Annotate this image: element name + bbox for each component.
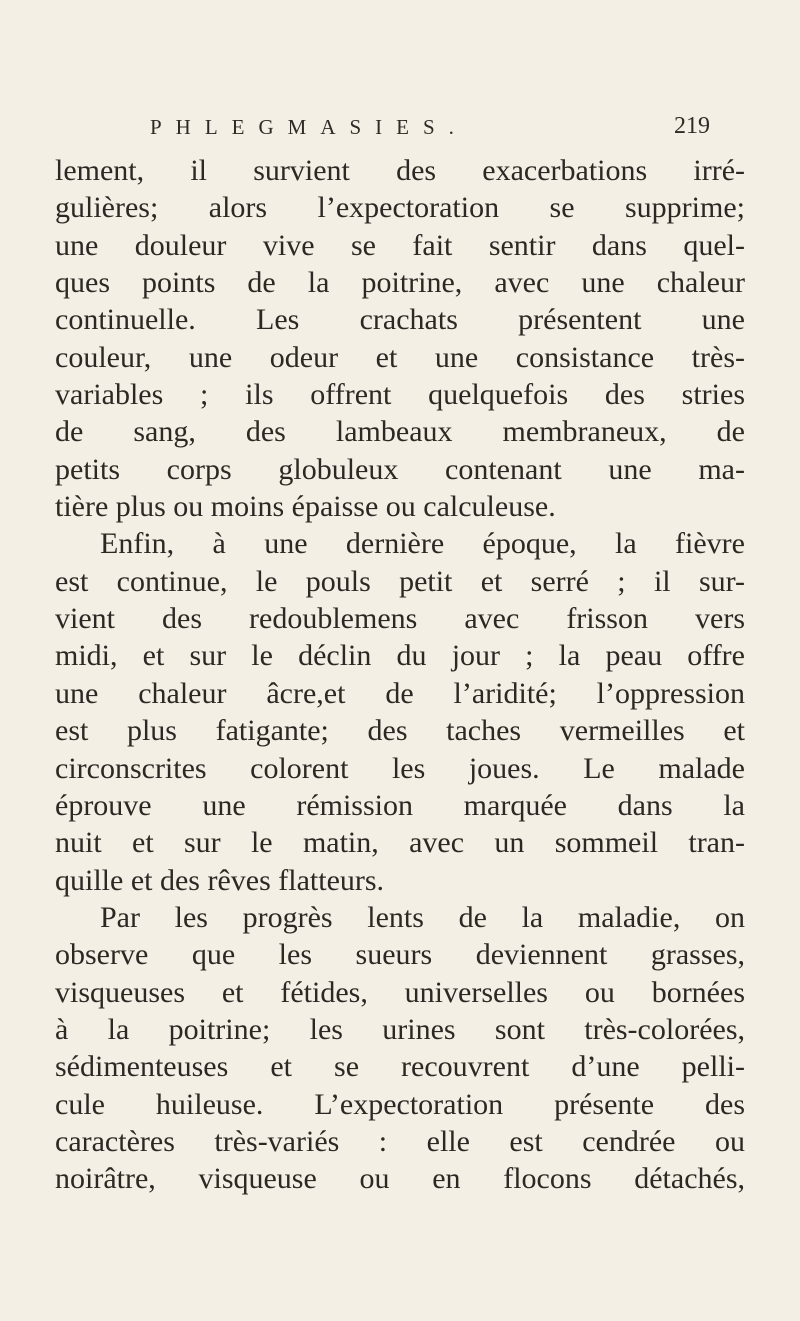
- text-line: une chaleur âcre,et de l’aridité; l’oppression: [55, 676, 745, 710]
- text-line: variables ; ils offrent quelquefois des stries: [55, 378, 745, 412]
- text-line: vient des redoublemens avec frisson vers: [55, 602, 745, 636]
- text-line: observe que les sueurs deviennent grasses,: [55, 938, 745, 972]
- text-line: éprouve une rémission marquée dans la: [55, 788, 745, 822]
- text-line: circonscrites colorent les joues. Le malade: [55, 751, 745, 785]
- text-line: une douleur vive se fait sentir dans quel-: [55, 228, 745, 262]
- text-line: visqueuses et fétides, universelles ou bornées: [55, 975, 745, 1009]
- text-line: Par les progrès lents de la maladie, on: [100, 900, 745, 934]
- text-line: sédimenteuses et se recouvrent d’une pelli-: [55, 1050, 745, 1084]
- text-line: à la poitrine; les urines sont très-colorées,: [55, 1012, 745, 1046]
- text-line: de sang, des lambeaux membraneux, de: [55, 415, 745, 449]
- text-line: caractères très-variés : elle est cendrée ou: [55, 1124, 745, 1158]
- text-line: quille et des rêves flatteurs.: [55, 863, 385, 897]
- text-line: midi, et sur le déclin du jour ; la peau offre: [55, 639, 745, 673]
- text-line: gulières; alors l’expectoration se supprime;: [55, 191, 745, 225]
- text-line: lement, il survient des exacerbations irré-: [55, 154, 745, 187]
- text-line: continuelle. Les crachats présentent une: [55, 303, 745, 337]
- text-line: couleur, une odeur et une consistance très-: [55, 340, 745, 374]
- text-line: est continue, le pouls petit et serré ; il sur-: [55, 564, 745, 598]
- text-line: nuit et sur le matin, avec un sommeil tran-: [55, 826, 745, 860]
- page-header: [150, 115, 710, 143]
- text-line: tière plus ou moins épaisse ou calculeuse.: [55, 490, 556, 524]
- text-line: est plus fatigante; des taches vermeilles et: [55, 714, 745, 748]
- body-text: [55, 152, 745, 1198]
- text-line: petits corps globuleux contenant une ma-: [55, 452, 745, 486]
- text-line: Enfin, à une dernière époque, la fièvre: [100, 527, 745, 561]
- text-line: cule huileuse. L’expectoration présente des: [55, 1087, 745, 1121]
- page-number: 219: [674, 113, 710, 139]
- text-line: ques points de la poitrine, avec une chaleur: [55, 266, 745, 300]
- text-line: noirâtre, visqueuse ou en flocons détachés,: [55, 1162, 745, 1196]
- running-head: PHLEGMASIES.: [150, 115, 468, 139]
